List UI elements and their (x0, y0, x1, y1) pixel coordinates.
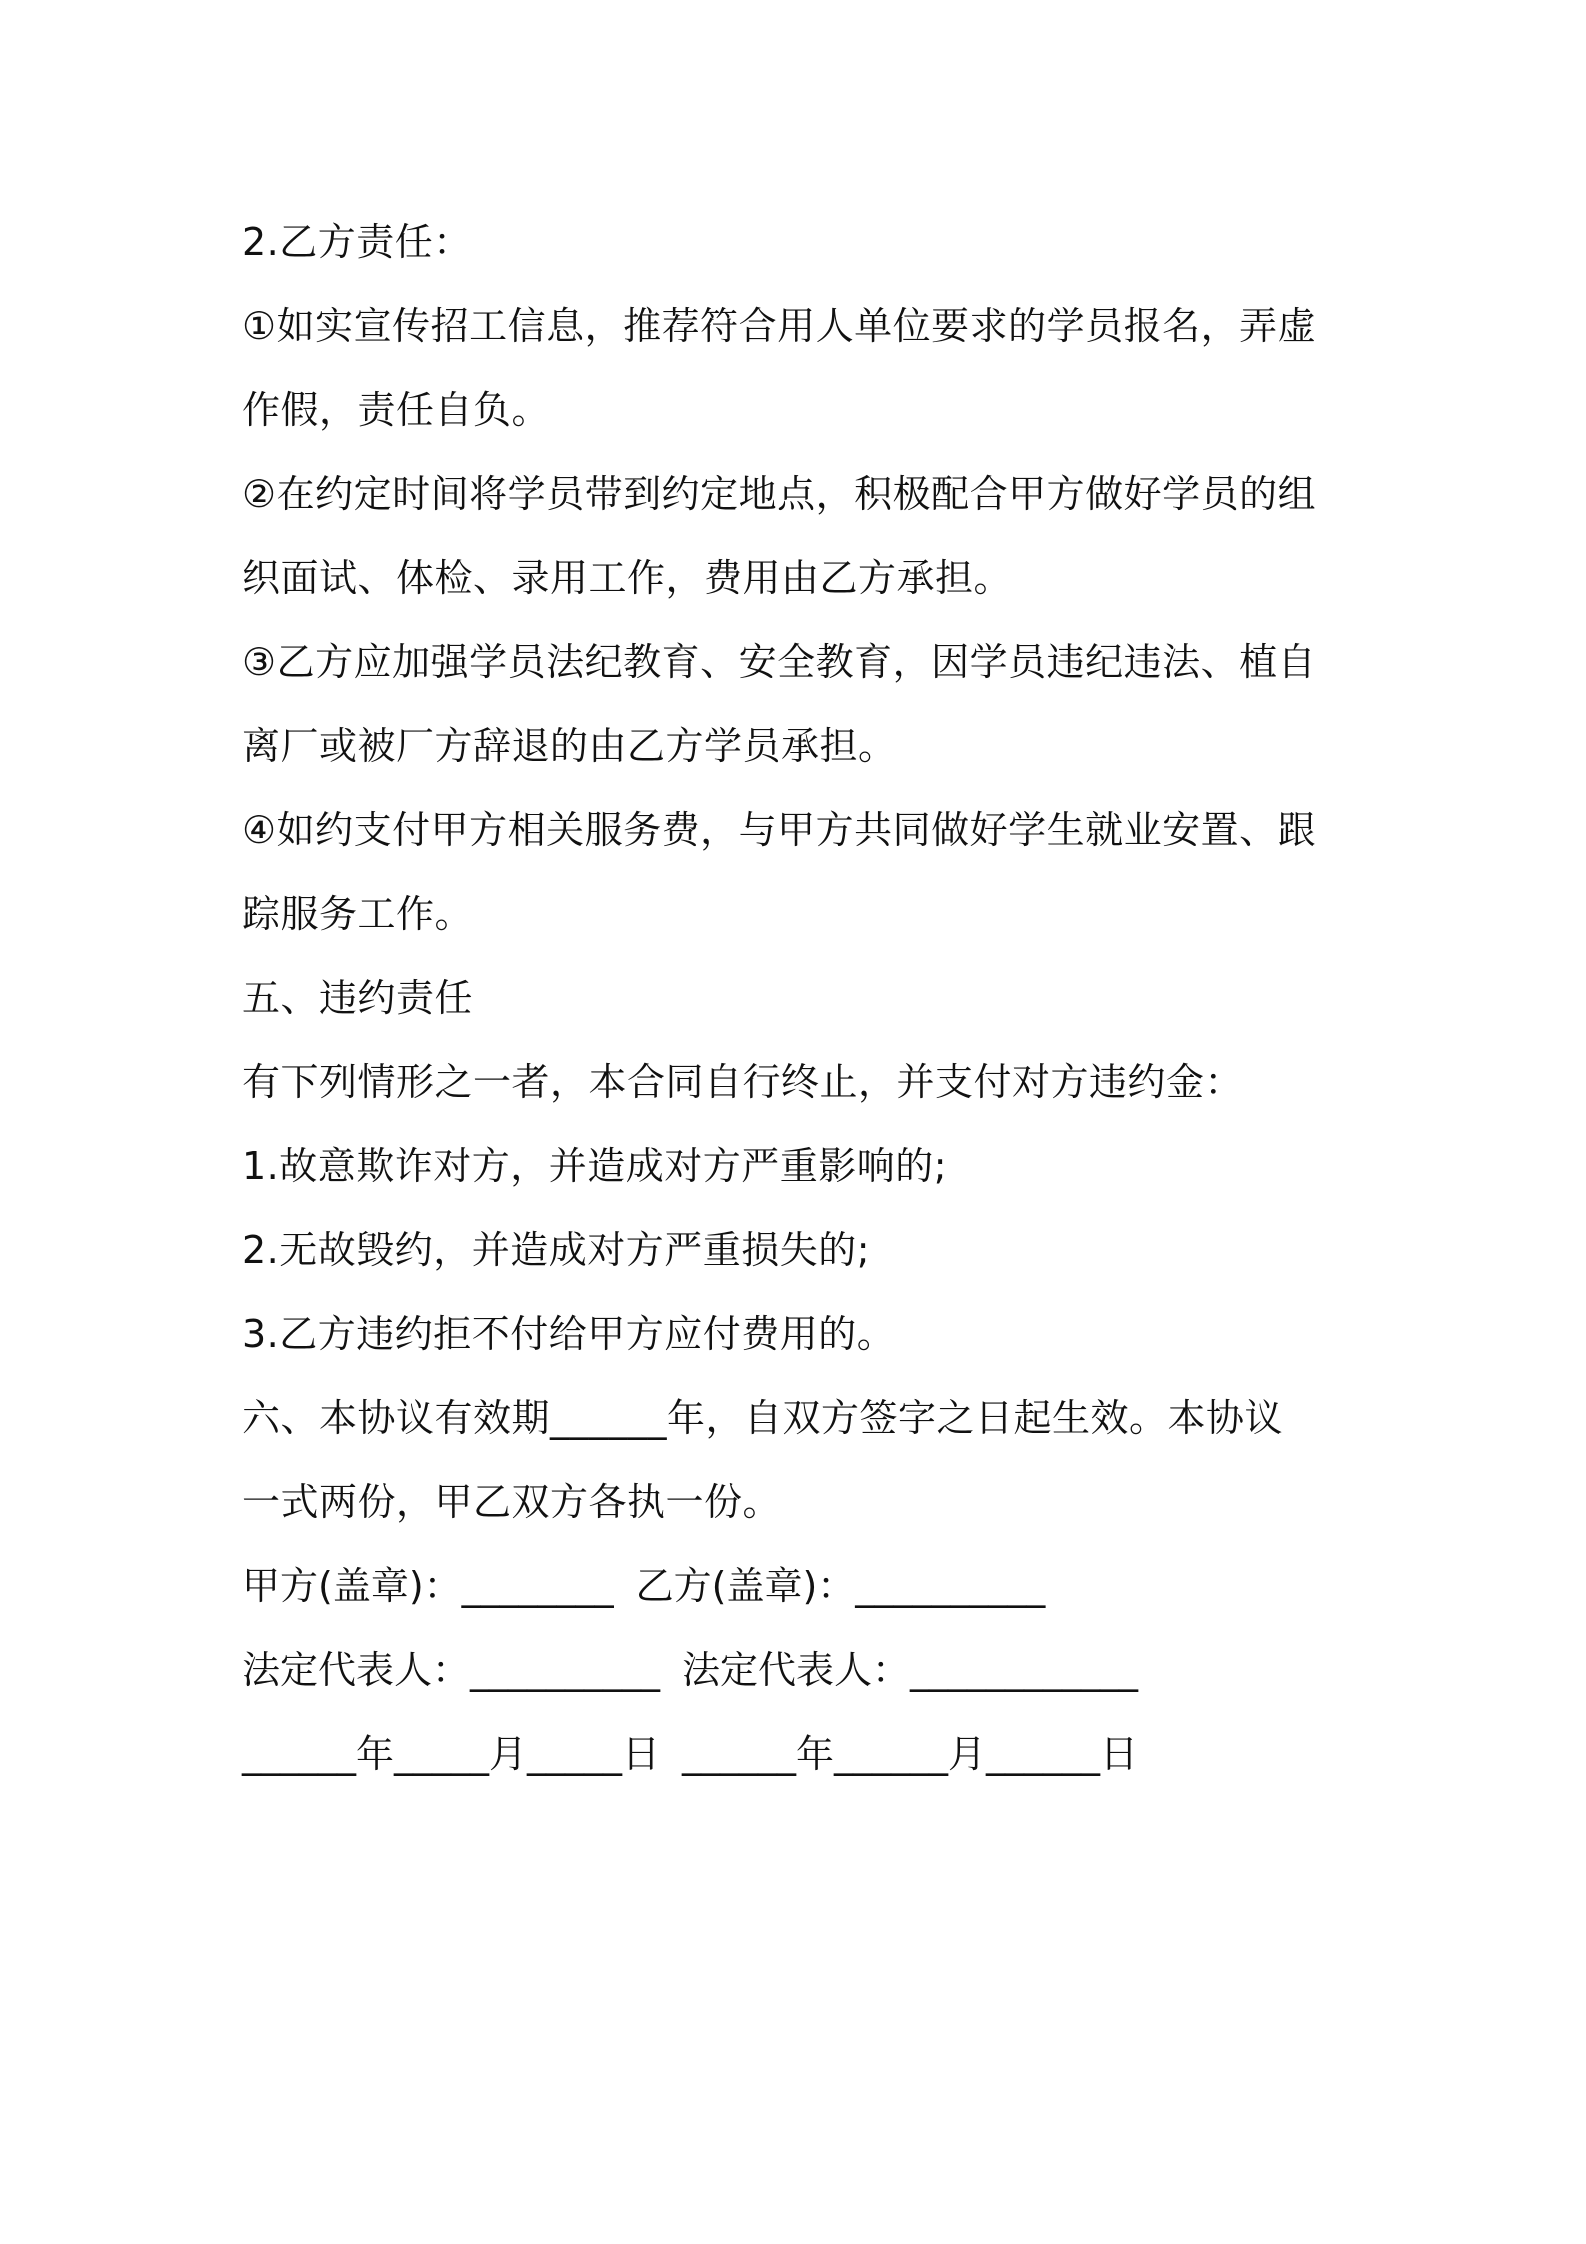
party-a-date-field: ______年_____月_____日 (242, 1732, 661, 1776)
paragraph-line: 一式两份，甲乙双方各执一份。 (242, 1480, 782, 1524)
paragraph-line: 3.乙方违约拒不付给甲方应付费用的。 (242, 1312, 896, 1356)
party-a-representative-field: 法定代表人：__________ (242, 1648, 661, 1692)
paragraph-line: 离厂或被厂方辞退的由乙方学员承担。 (242, 724, 897, 768)
paragraph-line: 2.无故毁约，并造成对方严重损失的; (242, 1228, 871, 1272)
signature-seal-row (242, 1544, 1352, 1628)
paragraph-line: ③乙方应加强学员法纪教育、安全教育，因学员违纪违法、植自 (242, 640, 1317, 684)
paragraph-line: 1.故意欺诈对方，并造成对方严重影响的; (242, 1144, 948, 1188)
paragraph-line: 织面试、体检、录用工作，费用由乙方承担。 (242, 556, 1013, 600)
signature-date-row (242, 1712, 1352, 1796)
section-heading-breach: 五、违约责任 (242, 976, 474, 1020)
party-b-representative-field: 法定代表人：____________ (682, 1648, 1139, 1692)
document-body (242, 200, 1352, 1796)
paragraph-line: ④如约支付甲方相关服务费，与甲方共同做好学生就业安置、跟 (242, 808, 1317, 852)
section-heading-party-b-duties: 2.乙方责任： (242, 220, 472, 264)
paragraph-line: ②在约定时间将学员带到约定地点，积极配合甲方做好学员的组 (242, 472, 1317, 516)
section-heading-validity: 六、本协议有效期______年，自双方签字之日起生效。本协议 (242, 1396, 1284, 1440)
party-b-date-field: ______年______月______日 (682, 1732, 1139, 1776)
paragraph-line: ①如实宣传招工信息，推荐符合用人单位要求的学员报名，弄虚 (242, 304, 1317, 348)
party-a-seal-field: 甲方(盖章)：________ (242, 1564, 614, 1608)
paragraph-line: 有下列情形之一者，本合同自行终止，并支付对方违约金： (242, 1060, 1244, 1104)
paragraph-line: 踪服务工作。 (242, 892, 474, 936)
paragraph-line: 作假，责任自负。 (242, 388, 551, 432)
party-b-seal-field: 乙方(盖章)：__________ (635, 1564, 1046, 1608)
signature-representative-row (242, 1628, 1352, 1712)
